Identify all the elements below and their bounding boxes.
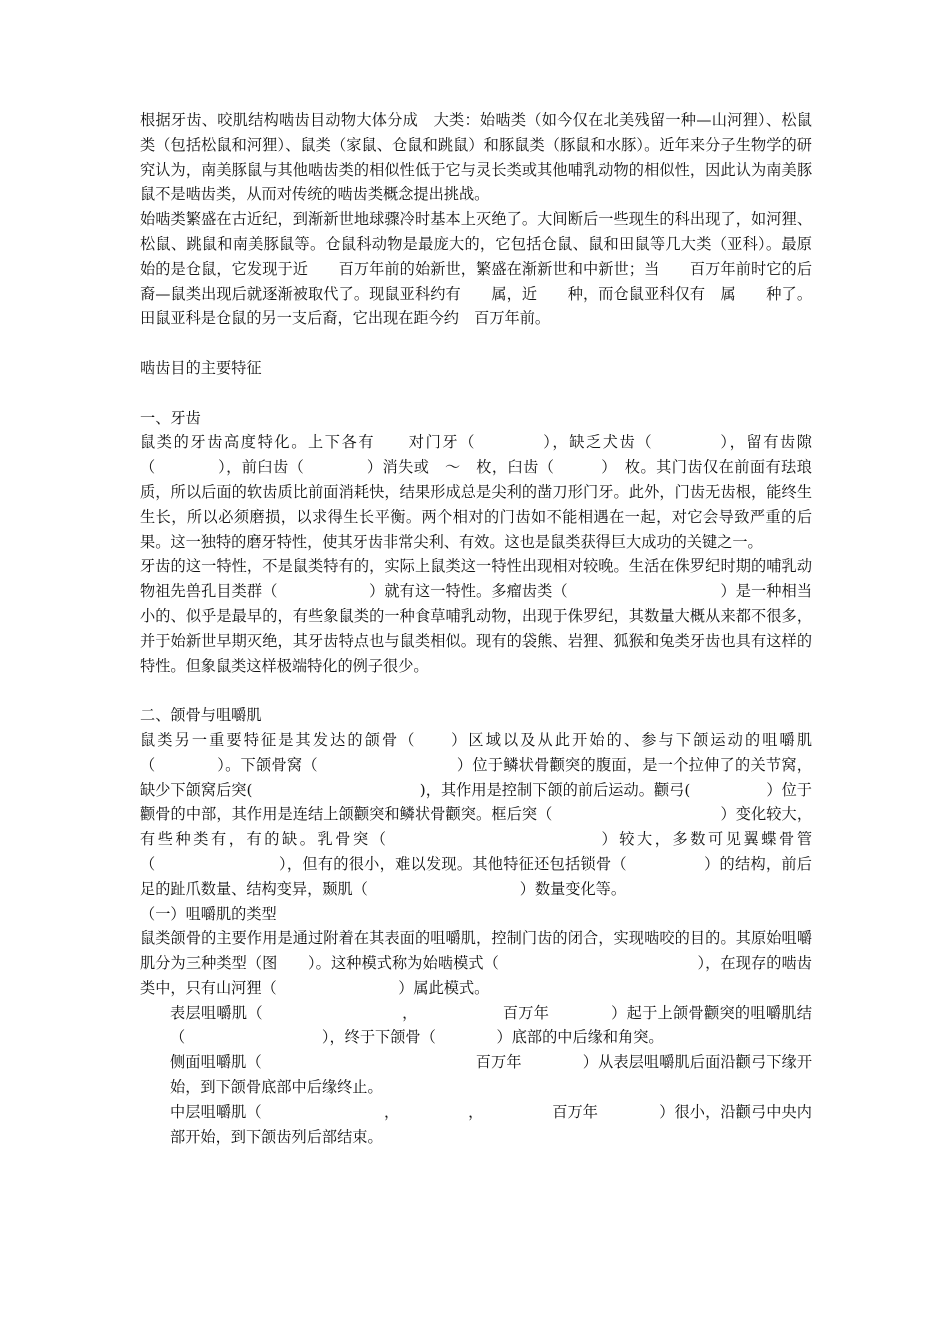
masseter-subheading: （一）咀嚼肌的类型 — [140, 904, 277, 923]
teeth-paragraph-1: 鼠类的牙齿高度特化。上下各有 对门牙（ ），缺乏犬齿（ ），留有齿隙（ ），前臼齿（ ）消失或 ～ 枚，臼齿（ ） 枚。其门齿仅在前面有珐琅质，所以后面的软齿质比前面消耗快，结果形成总是尖利的凿刀形门牙。此外，门齿无齿根，能终生生长，所以必须磨损，以求得生长平衡。两个相对的门齿如不能相遇在一起，对它会导致严重的后果。这一独特的磨牙特性，使其牙齿非常尖利、有效。这也是鼠类获得巨大成功的关键之一。 — [140, 433, 812, 551]
teeth-heading: 一、牙齿 — [140, 408, 201, 427]
masseter-middle: 中层咀嚼肌（ ， ， 百万年 ）很小，沿颧弓中央内部开始，到下颌齿列后部结束。 — [170, 1102, 812, 1146]
jaw-paragraph-1: 鼠类另一重要特征是其发达的颌骨（ ）区域以及从此开始的、参与下颌运动的咀嚼肌（ ）。下颌骨窝（ ）位于鳞状骨颧突的腹面，是一个拉伸了的关节窝，缺少下颌窝后突( )，其作用是控制下颌的前后运动。颧弓( ）位于颧骨的中部，其作用是连结上颌颧突和鳞状骨颧突。框后突（ ）变化较大，有些种类有，有的缺。乳骨突（ ）较大，多数可见翼蝶骨管（ ），但有的很小，难以发现。其他特征还包括锁骨（ ）的结构，前后足的趾爪数量、结构变异，颞肌（ ）数量变化等。 — [140, 730, 812, 898]
spacer — [140, 381, 812, 406]
masseter-superficial: 表层咀嚼肌（ ， 百万年 ）起于上颌骨颧突的咀嚼肌结（ ），终于下颌骨（ ）底部的中后缘和角突。 — [170, 1003, 812, 1047]
jaw-paragraph-2: 鼠类颌骨的主要作用是通过附着在其表面的咀嚼肌，控制门齿的闭合，实现啮咬的目的。其原始咀嚼肌分为三种类型（图 ）。这种模式称为始啮模式（ ），在现存的啮齿类中，只有山河狸（ ）属此模式。 — [140, 929, 812, 997]
spacer — [140, 678, 812, 703]
teeth-paragraph-2: 牙齿的这一特性，不是鼠类特有的，实际上鼠类这一特性出现相对较晚。生活在侏罗纪时期的哺乳动物祖先兽孔目类群（ ）就有这一特性。多瘤齿类（ ）是一种相当小的、似乎是最早的，有些象鼠类的一种食草哺乳动物，出现于侏罗纪，其数量大概从来都不很多，并于始新世早期灭绝，其牙齿特点也与鼠类相似。现有的袋熊、岩狸、狐猴和兔类牙齿也具有这样的特性。但象鼠类这样极端特化的例子很少。 — [140, 557, 812, 675]
spacer — [140, 331, 812, 356]
jaw-heading: 二、颌骨与咀嚼肌 — [140, 706, 262, 725]
intro-paragraph-classification: 根据牙齿、咬肌结构啮齿目动物大体分成 大类：始啮类（如今仅在北美残留一种—山河狸）、松鼠类（包括松鼠和河狸）、鼠类（家鼠、仓鼠和跳鼠）和豚鼠类（豚鼠和水豚）。近年来分子生物学的研究认为，南美豚鼠与其他啮齿类的相似性低于它与灵长类或其他哺乳动物的相似性，因此认为南美豚鼠不是啮齿类，从而对传统的啮齿类概念提出挑战。 — [140, 111, 812, 204]
masseter-lateral: 侧面咀嚼肌（ 百万年 ）从表层咀嚼肌后面沿颧弓下缘开始，到下颌骨底部中后缘终止。 — [170, 1053, 812, 1097]
document-page — [140, 108, 812, 1149]
intro-paragraph-history: 始啮类繁盛在古近纪，到渐新世地球骤冷时基本上灭绝了。大间断后一些现生的科出现了，如河狸、松鼠、跳鼠和南美豚鼠等。仓鼠科动物是最庞大的，它包括仓鼠、鼠和田鼠等几大类（亚科）。最原始的是仓鼠，它发现于近 百万年前的始新世，繁盛在渐新世和中新世；当 百万年前时它的后裔—鼠类出现后就逐渐被取代了。现鼠亚科约有 属，近 种，而仓鼠亚科仅有 属 种了。田鼠亚科是仓鼠的另一支后裔，它出现在距今约 百万年前。 — [140, 210, 812, 328]
main-title: 啮齿目的主要特征 — [140, 358, 262, 377]
